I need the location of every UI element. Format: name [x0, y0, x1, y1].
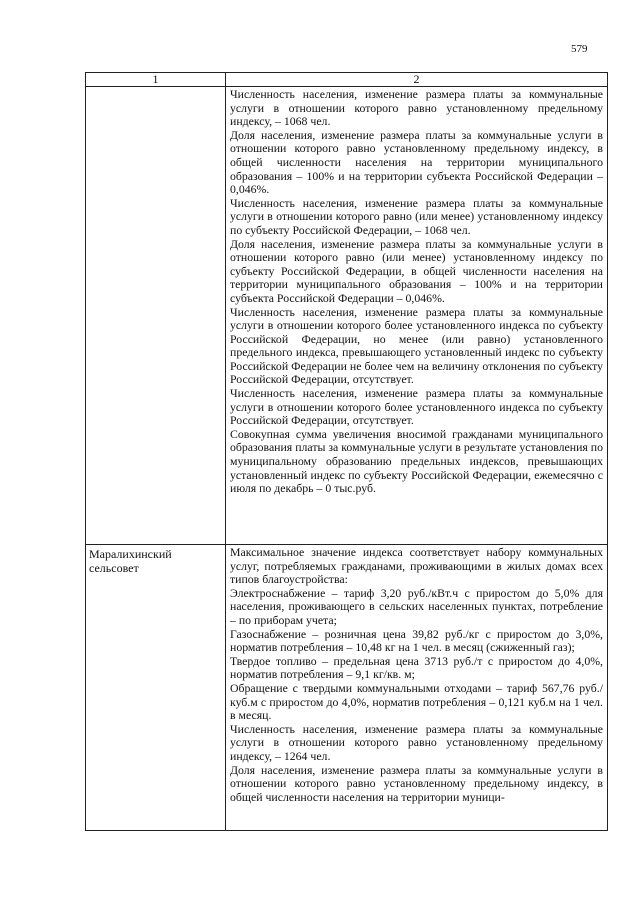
paragraph: Твердое топливо – предельная цена 3713 руб./т с приростом до 4,0%, норматив потребления – 9,1 кг/кв. м; [230, 653, 603, 682]
column-header-1: 1 [86, 73, 226, 87]
paragraph: Доля населения, изменение размера платы за коммунальные услуги в отношении которого равно установленному предельному индексу, в общей численности населения на территории муници- [230, 762, 603, 804]
paragraph: Доля населения, изменение размера платы за коммунальные услуги в отношении которого равно (или менее) установленному индексу по субъекту Российской Федерации, в общей численности населения на территории муниципального образования – 100% и на территории субъекта Российской Федерации – 0,046%. [230, 236, 603, 305]
municipality-cell [86, 545, 226, 831]
municipality-cell [86, 87, 226, 545]
paragraph: Электроснабжение – тариф 3,20 руб./кВт.ч с приростом до 5,0% для населения, проживающего в сельских населенных пунктах, потребление – по приборам учета; [230, 585, 603, 627]
data-table [85, 72, 608, 831]
page-number: 579 [571, 43, 588, 55]
paragraph: Газоснабжение – розничная цена 39,82 руб./кг с приростом до 3,0%, норматив потребления – 10,48 кг на 1 чел. в месяц (сжиженный газ); [230, 626, 603, 655]
description-cell [226, 545, 608, 831]
table-header-row [86, 73, 608, 87]
paragraph: Численность населения, изменение размера платы за коммунальные услуги в отношении которого равно (или менее) установленному индексу по субъекту Российской Федерации, – 1068 чел. [230, 195, 603, 237]
paragraph: Численность населения, изменение размера платы за коммунальные услуги в отношении которого равно установленному предельному индексу, – 1264 чел. [230, 721, 603, 763]
column-header-2: 2 [226, 73, 608, 87]
description-cell [226, 87, 608, 545]
table-row [86, 545, 608, 831]
paragraph: Численность населения, изменение размера платы за коммунальные услуги в отношении которого равно установленному предельному индексу, – 1068 чел. [230, 87, 603, 129]
table-row [86, 87, 608, 545]
paragraph: Обращение с твердыми коммунальными отходами – тариф 567,76 руб./куб.м с приростом до 4,0%, норматив потребления – 0,121 куб.м на 1 чел. в месяц. [230, 680, 603, 723]
paragraph: Максимальное значение индекса соответствует набору коммунальных услуг, потребляемых гражданами, проживающими в жилых домах всех типов благоустройства: [230, 546, 603, 587]
municipality-name: Маралихинский сельсовет [89, 547, 172, 575]
paragraph: Совокупная сумма увеличения вносимой гражданами муниципального образования платы за коммунальные услуги в результате установления по муниципальному образованию предельных индексов, превышающих установленный индекс по субъекту Российской Федерации, ежемесячно с июля по декабрь – 0 тыс.руб. [230, 426, 603, 496]
paragraph: Численность населения, изменение размера платы за коммунальные услуги в отношении которого более установленного индекса по субъекту Российской Федерации, отсутствует. [230, 386, 603, 428]
paragraph: Численность населения, изменение размера платы за коммунальные услуги в отношении которого более установленного индекса по субъекту Российской Федерации, но менее (или равно) установленного предельного индекса, превышающего установленный индекс по субъекту Российской Федерации не более чем на величину отклонения по субъекту Российской Федерации, отсутствует. [230, 304, 603, 387]
paragraph: Доля населения, изменение размера платы за коммунальные услуги в отношении которого равно установленному предельному индексу, в общей численности населения на территории муниципального образования – 100% и на территории субъекта Российской Федерации – 0,046%. [230, 127, 603, 197]
